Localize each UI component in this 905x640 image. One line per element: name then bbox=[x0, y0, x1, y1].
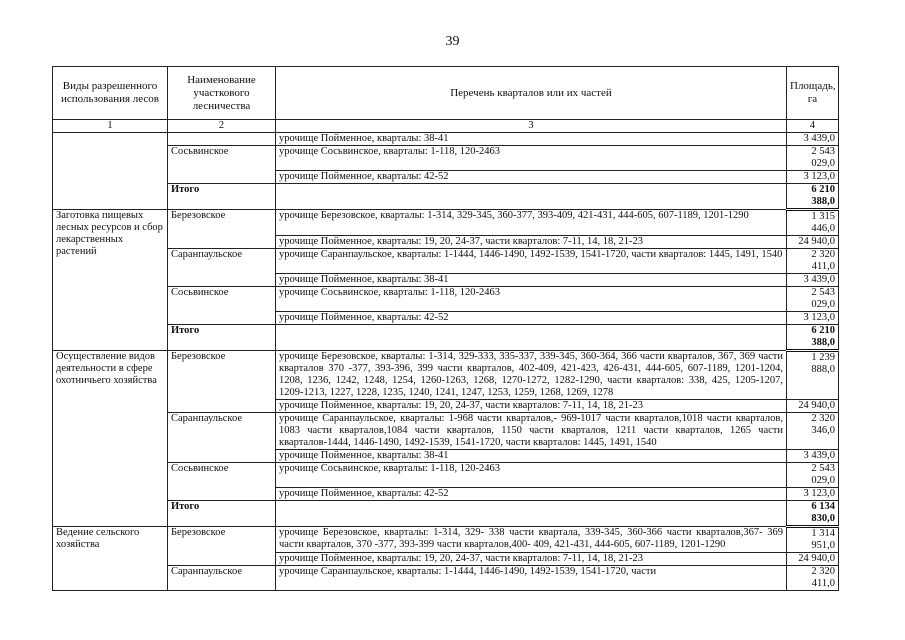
area-cell: 24 940,0 bbox=[787, 553, 839, 566]
district-cell: Березовское bbox=[168, 351, 276, 413]
use-type-cell: Ведение сельского хозяйства bbox=[53, 527, 168, 591]
area-cell: 3 123,0 bbox=[787, 312, 839, 325]
area-cell: 3 123,0 bbox=[787, 171, 839, 184]
quarters-cell: урочище Березовское, кварталы: 1-314, 329-345, 360-377, 393-409, 421-431, 444-605, 607-1189, 1201-1290 bbox=[276, 210, 787, 236]
quarters-cell: урочище Березовское, кварталы: 1-314, 329-333, 335-337, 339-345, 360-364, 366 части кварталов, 367, 369 части кварталов 370 -377, 393-396, 399 части кварталов, 402-409, 421-423, 426-431, 444-605, 607-1189, 1201-1204, 1208, 1236, 1242, 1248, 1254, 1260-1263, 1268, 1270-1272, 1282-1290, части кварталов: 338, 425, 1205-1207, 1209-1213, 1227, 1228, 1235, 1240, 1241, 1247, 1253, 1259, 1268, 1269, 1278 bbox=[276, 351, 787, 400]
area-cell: 1 314 951,0 bbox=[787, 527, 839, 553]
page-number: 39 bbox=[445, 34, 460, 49]
table-row bbox=[53, 210, 839, 236]
quarters-cell: урочище Пойменное, кварталы: 42-52 bbox=[276, 312, 787, 325]
total-label: Итого bbox=[168, 325, 276, 351]
column-number: 3 bbox=[276, 120, 787, 133]
table-row bbox=[53, 351, 839, 400]
total-area: 6 210 388,0 bbox=[787, 325, 839, 351]
use-type-cell bbox=[53, 133, 168, 210]
total-label: Итого bbox=[168, 501, 276, 527]
area-cell: 24 940,0 bbox=[787, 400, 839, 413]
total-label: Итого bbox=[168, 184, 276, 210]
area-cell: 2 320 346,0 bbox=[787, 413, 839, 450]
area-cell: 2 543 029,0 bbox=[787, 146, 839, 171]
quarters-cell: урочище Саранпаульское, кварталы: 1-1444, 1446-1490, 1492-1539, 1541-1720, части bbox=[276, 566, 787, 591]
table-row bbox=[53, 566, 839, 591]
table-row bbox=[53, 287, 839, 312]
area-cell: 24 940,0 bbox=[787, 236, 839, 249]
area-cell: 2 320 411,0 bbox=[787, 566, 839, 591]
total-empty bbox=[276, 325, 787, 351]
district-cell: Сосьвинское bbox=[168, 287, 276, 325]
area-cell: 3 439,0 bbox=[787, 274, 839, 287]
area-cell: 2 320 411,0 bbox=[787, 249, 839, 274]
table-row bbox=[53, 133, 839, 146]
area-cell: 2 543 029,0 bbox=[787, 463, 839, 488]
header-quarters: Перечень кварталов или их частей bbox=[276, 67, 787, 120]
table-row bbox=[53, 463, 839, 488]
district-cell bbox=[168, 133, 276, 146]
header-area: Площадь, га bbox=[787, 67, 839, 120]
total-row bbox=[53, 501, 839, 527]
area-cell: 1 239 888,0 bbox=[787, 351, 839, 400]
quarters-cell: урочище Пойменное, кварталы: 38-41 bbox=[276, 274, 787, 287]
area-cell: 2 543 029,0 bbox=[787, 287, 839, 312]
total-row bbox=[53, 184, 839, 210]
total-row bbox=[53, 325, 839, 351]
district-cell: Саранпаульское bbox=[168, 413, 276, 463]
quarters-cell: урочище Пойменное, кварталы: 38-41 bbox=[276, 450, 787, 463]
area-cell: 3 439,0 bbox=[787, 450, 839, 463]
column-number: 1 bbox=[53, 120, 168, 133]
header-district: Наименование участкового лесничества bbox=[168, 67, 276, 120]
district-cell: Саранпаульское bbox=[168, 566, 276, 591]
area-cell: 3 439,0 bbox=[787, 133, 839, 146]
quarters-cell: урочище Саранпаульское, кварталы: 1-1444, 1446-1490, 1492-1539, 1541-1720, части кварталов: 1445, 1491, 1540 bbox=[276, 249, 787, 274]
area-cell: 3 123,0 bbox=[787, 488, 839, 501]
district-cell: Березовское bbox=[168, 527, 276, 566]
area-cell: 1 315 446,0 bbox=[787, 210, 839, 236]
quarters-cell: урочище Пойменное, кварталы: 19, 20, 24-37, части кварталов: 7-11, 14, 18, 21-23 bbox=[276, 236, 787, 249]
total-area: 6 210 388,0 bbox=[787, 184, 839, 210]
total-empty bbox=[276, 501, 787, 527]
quarters-cell: урочище Саранпаульское, кварталы: 1-968 части кварталов,- 969-1017 части кварталов,1018 части кварталов, 1083 части кварталов,1084 части кварталов, 1150 части кварталов, 1211 части кварталов, 1265 части кварталов-1444, 1446-1490, 1492-1539, 1541-1720, части кварталов: 1445, 1491, 1540 bbox=[276, 413, 787, 450]
table-header-row bbox=[53, 67, 839, 120]
quarters-cell: урочище Пойменное, кварталы: 38-41 bbox=[276, 133, 787, 146]
column-number-row bbox=[53, 120, 839, 133]
quarters-cell: урочище Березовское, кварталы: 1-314, 329- 338 части квартала, 339-345, 360-366 части кварталов,367- 369 части кварталов, 370 -377, 393-399 части кварталов,400- 409, 421-431, 444-605, 607-1189, 1201-1290 bbox=[276, 527, 787, 553]
table-row bbox=[53, 527, 839, 553]
forest-use-table bbox=[52, 66, 839, 591]
header-use-type: Виды разрешенного использования лесов bbox=[53, 67, 168, 120]
quarters-cell: урочище Сосьвинское, кварталы: 1-118, 120-2463 bbox=[276, 463, 787, 488]
district-cell: Березовское bbox=[168, 210, 276, 249]
quarters-cell: урочище Пойменное, кварталы: 19, 20, 24-37, части кварталов: 7-11, 14, 18, 21-23 bbox=[276, 400, 787, 413]
quarters-cell: урочище Сосьвинское, кварталы: 1-118, 120-2463 bbox=[276, 146, 787, 171]
use-type-cell: Заготовка пищевых лесных ресурсов и сбор лекарственных растений bbox=[53, 210, 168, 351]
column-number: 2 bbox=[168, 120, 276, 133]
table-row bbox=[53, 249, 839, 274]
total-empty bbox=[276, 184, 787, 210]
quarters-cell: урочище Пойменное, кварталы: 42-52 bbox=[276, 488, 787, 501]
district-cell: Саранпаульское bbox=[168, 249, 276, 287]
total-area: 6 134 830,0 bbox=[787, 501, 839, 527]
column-number: 4 bbox=[787, 120, 839, 133]
quarters-cell: урочище Сосьвинское, кварталы: 1-118, 120-2463 bbox=[276, 287, 787, 312]
quarters-cell: урочище Пойменное, кварталы: 42-52 bbox=[276, 171, 787, 184]
district-cell: Сосьвинское bbox=[168, 463, 276, 501]
table-row bbox=[53, 413, 839, 450]
use-type-cell: Осуществление видов деятельности в сфере охотничьего хозяйства bbox=[53, 351, 168, 527]
table-row bbox=[53, 146, 839, 171]
quarters-cell: урочище Пойменное, кварталы: 19, 20, 24-37, части кварталов: 7-11, 14, 18, 21-23 bbox=[276, 553, 787, 566]
district-cell: Сосьвинское bbox=[168, 146, 276, 184]
